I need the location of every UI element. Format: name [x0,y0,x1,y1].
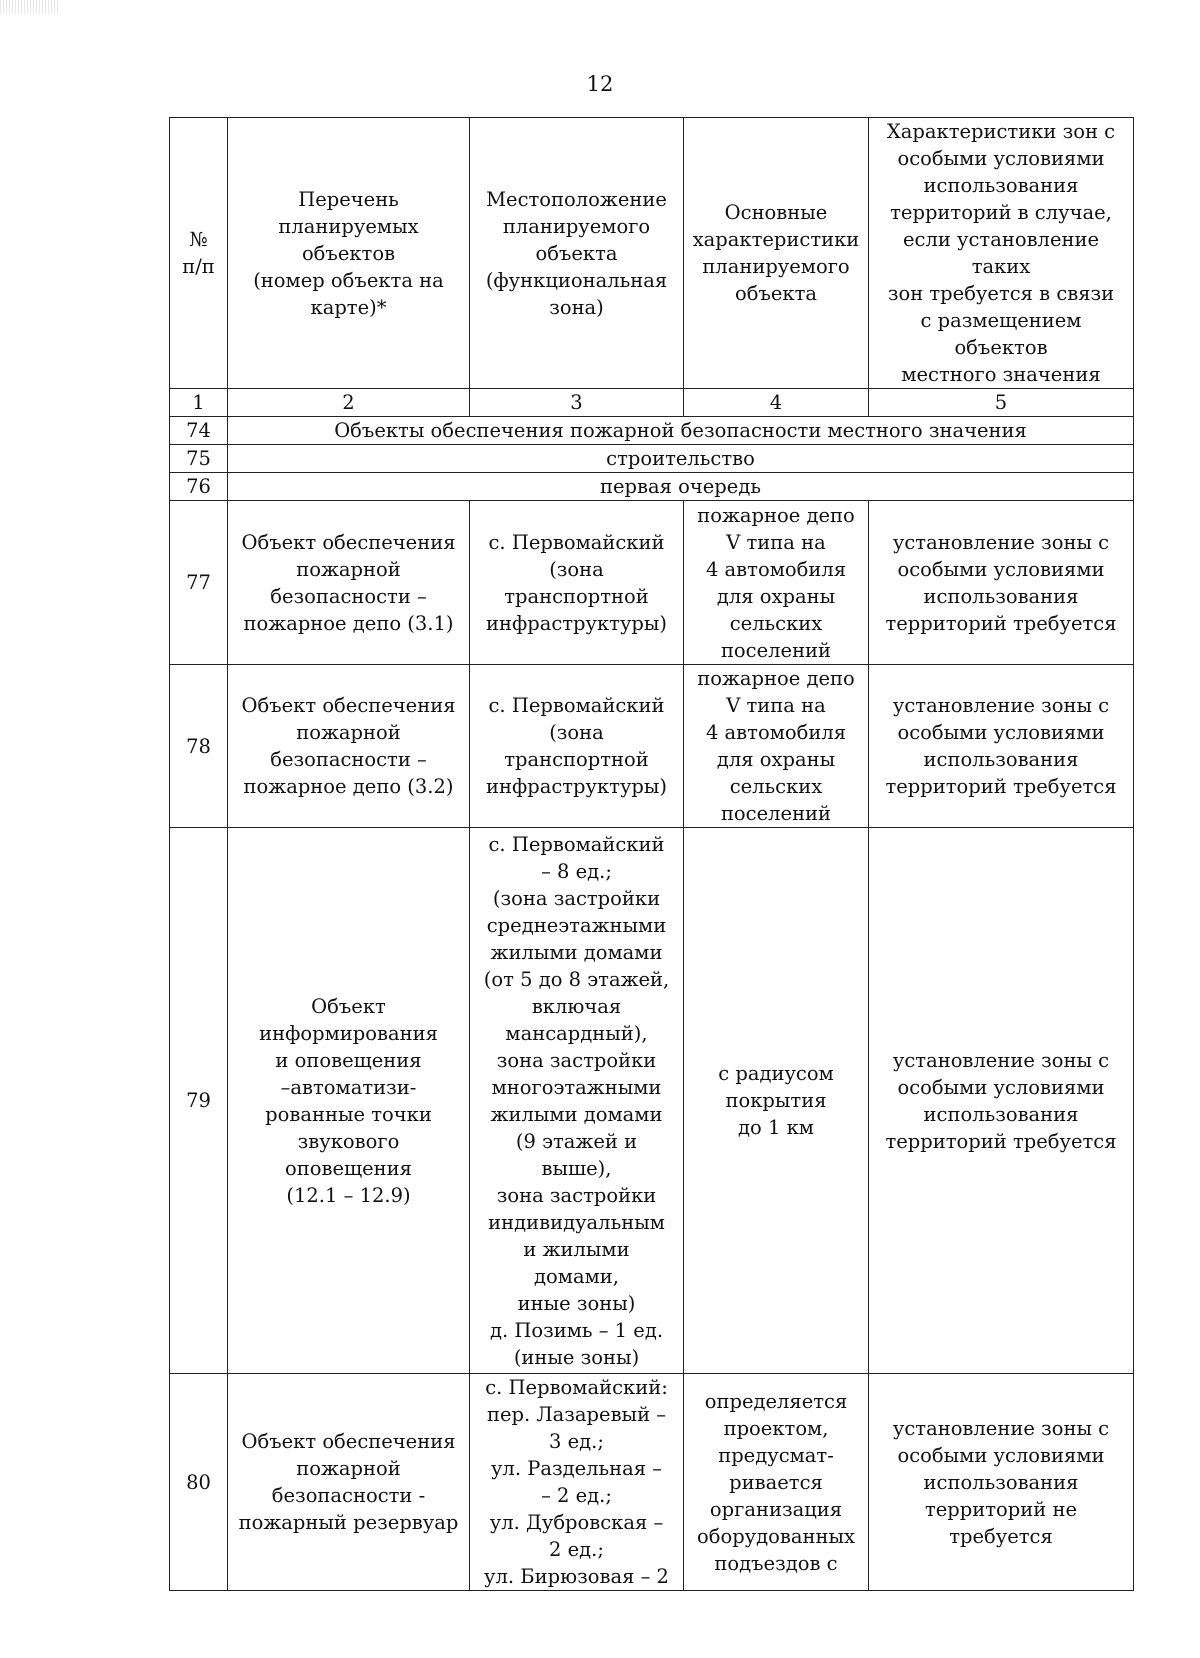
characteristics-cell: определяется проектом, предусмат- ривается организация оборудованных подъездов с [684,1374,869,1591]
object-cell: Объект обеспечения пожарной безопасности – пожарное депо (3.1) [228,501,470,665]
table-row [170,501,1134,665]
row-number: 79 [170,828,228,1374]
row-number: 75 [170,445,228,473]
table-row [170,828,1134,1374]
object-cell: Объект обеспечения пожарной безопасности – пожарное депо (3.2) [228,665,470,828]
column-number: 2 [228,389,470,417]
row-number: 78 [170,665,228,828]
table-row [170,665,1134,828]
header-cell-zones: Характеристики зон с особыми условиями использования территорий в случае, если установление таких зон требуется в связи с размещением объектов местного значения [869,118,1134,389]
section-title: строительство [228,445,1134,473]
zones-cell: установление зоны с особыми условиями использования территорий требуется [869,828,1134,1374]
location-cell: с. Первомайский (зона транспортной инфраструктуры) [470,665,684,828]
objects-table [169,117,1134,1591]
section-row [170,417,1134,445]
column-number: 3 [470,389,684,417]
location-cell: с. Первомайский: пер. Лазаревый – 3 ед.; ул. Раздельная – – 2 ед.; ул. Дубровская – 2 ед.; ул. Бирюзовая – 2 [470,1374,684,1591]
row-number: 77 [170,501,228,665]
scan-noise [0,0,60,14]
section-row [170,473,1134,501]
header-cell-objects: Перечень планируемых объектов (номер объекта на карте)* [228,118,470,389]
section-row [170,445,1134,473]
column-number: 5 [869,389,1134,417]
table-row [170,1374,1134,1591]
header-cell-characteristics: Основные характеристики планируемого объекта [684,118,869,389]
column-number: 4 [684,389,869,417]
header-cell-location: Местоположение планируемого объекта (функциональная зона) [470,118,684,389]
row-number: 76 [170,473,228,501]
header-cell-number: № п/п [170,118,228,389]
section-title: первая очередь [228,473,1134,501]
zones-cell: установление зоны с особыми условиями использования территорий требуется [869,665,1134,828]
table-header-row [170,118,1134,389]
row-number: 80 [170,1374,228,1591]
characteristics-cell: с радиусом покрытия до 1 км [684,828,869,1374]
page-number: 12 [586,72,614,96]
section-title: Объекты обеспечения пожарной безопасности местного значения [228,417,1134,445]
characteristics-cell: пожарное депо V типа на 4 автомобиля для охраны сельских поселений [684,665,869,828]
object-cell: Объект обеспечения пожарной безопасности - пожарный резервуар [228,1374,470,1591]
zones-cell: установление зоны с особыми условиями использования территорий не требуется [869,1374,1134,1591]
column-number-row [170,389,1134,417]
location-cell: с. Первомайский – 8 ед.; (зона застройки среднеэтажными жилыми домами (от 5 до 8 этажей, включая мансардный), зона застройки многоэтажными жилыми домами (9 этажей и выше), зона застройки индивидуальным и жилыми домами, иные зоны) д. Позимь – 1 ед. (иные зоны) [470,828,684,1374]
row-number: 74 [170,417,228,445]
characteristics-cell: пожарное депо V типа на 4 автомобиля для охраны сельских поселений [684,501,869,665]
zones-cell: установление зоны с особыми условиями использования территорий требуется [869,501,1134,665]
location-cell: с. Первомайский (зона транспортной инфраструктуры) [470,501,684,665]
object-cell: Объект информирования и оповещения –автоматизи- рованные точки звукового оповещения (12.1 – 12.9) [228,828,470,1374]
column-number: 1 [170,389,228,417]
